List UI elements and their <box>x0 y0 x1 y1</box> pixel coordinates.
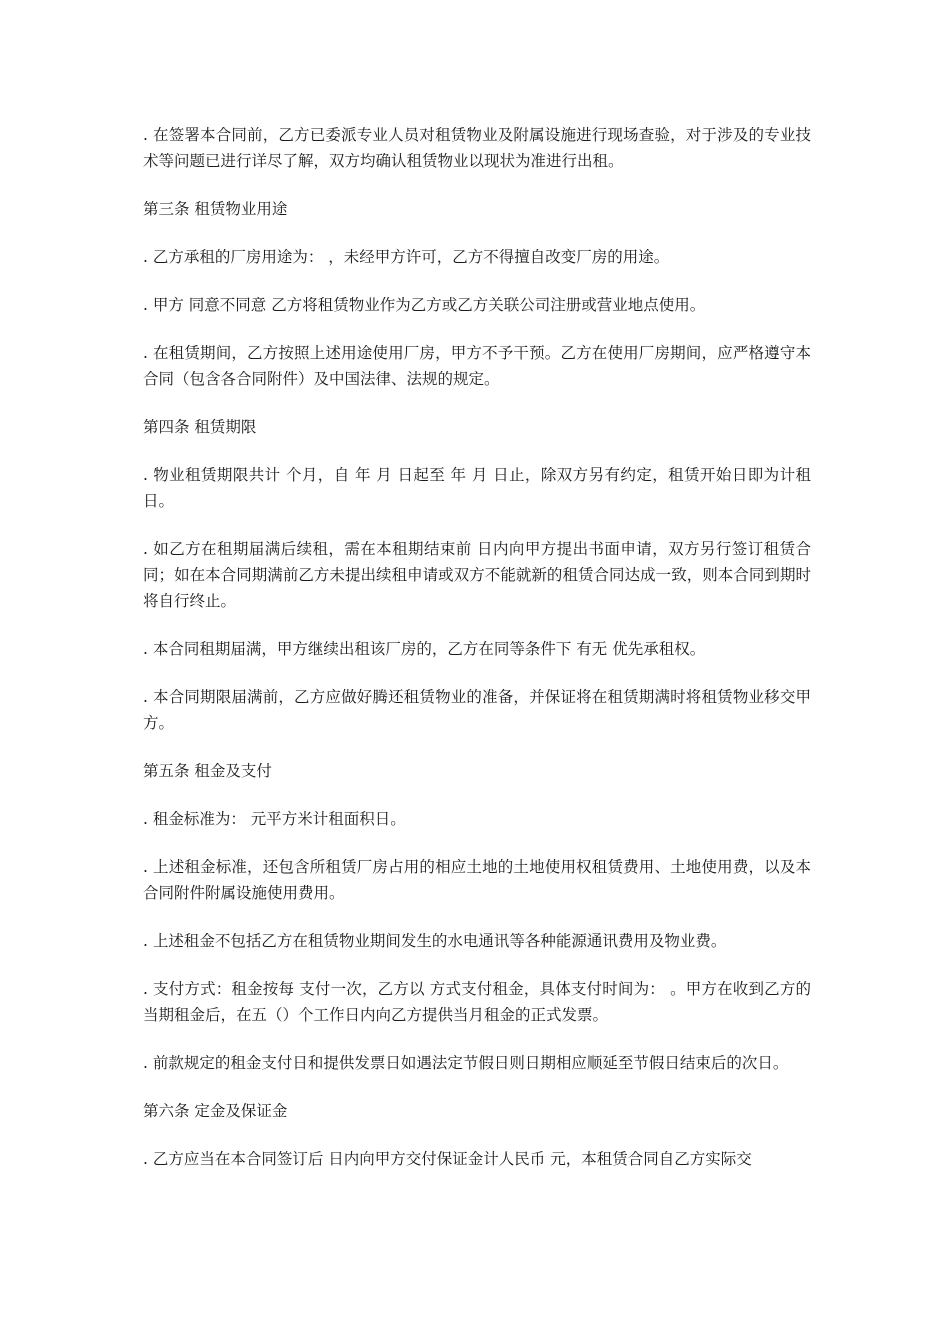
paragraph-renewal: . 如乙方在租期届满后续租，需在本租期结束前 日内向甲方提出书面申请，双方另行签订租赁合同；如在本合同期满前乙方未提出续租申请或双方不能就新的租赁合同达成一致，则本合同到期时将自行终止。 <box>143 540 811 610</box>
paragraph-deposit: . 乙方应当在本合同签订后 日内向甲方交付保证金计人民币 元，本租赁合同自乙方实际交 <box>143 1150 752 1168</box>
paragraph-payment-method: . 支付方式：租金按每 支付一次，乙方以 方式支付租金，具体支付时间为： 。甲方在收到乙方的当期租金后，在五（）个工作日内向乙方提供当月租金的正式发票。 <box>143 980 811 1024</box>
paragraph-site-inspection: . 在签署本合同前，乙方已委派专业人员对租赁物业及附属设施进行现场查验，对于涉及的专业技术等问题已进行详尽了解，双方均确认租赁物业以现状为准进行出租。 <box>143 126 811 170</box>
heading-article-5: 第五条 租金及支付 <box>143 762 272 780</box>
heading-article-6: 第六条 定金及保证金 <box>143 1102 288 1120</box>
paragraph-rent-standard: . 租金标准为： 元平方米计租面积日。 <box>143 810 406 828</box>
paragraph-rent-exclusions: . 上述租金不包括乙方在租赁物业期间发生的水电通讯等各种能源通讯费用及物业费。 <box>143 932 727 950</box>
paragraph-lease-term: . 物业租赁期限共计 个月，自 年 月 日起至 年 月 日止，除双方另有约定，租赁开始日即为计租日。 <box>143 466 811 510</box>
paragraph-registration-address: . 甲方 同意不同意 乙方将租赁物业作为乙方或乙方关联公司注册或营业地点使用。 <box>143 296 706 314</box>
paragraph-rent-inclusions: . 上述租金标准，还包含所租赁厂房占用的相应土地的土地使用权租赁费用、土地使用费，以及本合同附件附属设施使用费用。 <box>143 858 811 902</box>
paragraph-holiday-extension: . 前款规定的租金支付日和提供发票日如遇法定节假日则日期相应顺延至节假日结束后的次日。 <box>143 1054 789 1072</box>
paragraph-return-property: . 本合同期限届满前，乙方应做好腾还租赁物业的准备，并保证将在租赁期满时将租赁物业移交甲方。 <box>143 688 811 732</box>
heading-article-3: 第三条 租赁物业用途 <box>143 200 288 218</box>
paragraph-usage-compliance: . 在租赁期间，乙方按照上述用途使用厂房，甲方不予干预。乙方在使用厂房期间，应严格遵守本合同（包含各合同附件）及中国法律、法规的规定。 <box>143 344 811 388</box>
paragraph-priority-right: . 本合同租期届满，甲方继续出租该厂房的，乙方在同等条件下 有无 优先承租权。 <box>143 640 706 658</box>
heading-article-4: 第四条 租赁期限 <box>143 418 257 436</box>
document-body <box>143 122 811 1194</box>
paragraph-usage-purpose: . 乙方承租的厂房用途为： ，未经甲方许可，乙方不得擅自改变厂房的用途。 <box>143 248 670 266</box>
